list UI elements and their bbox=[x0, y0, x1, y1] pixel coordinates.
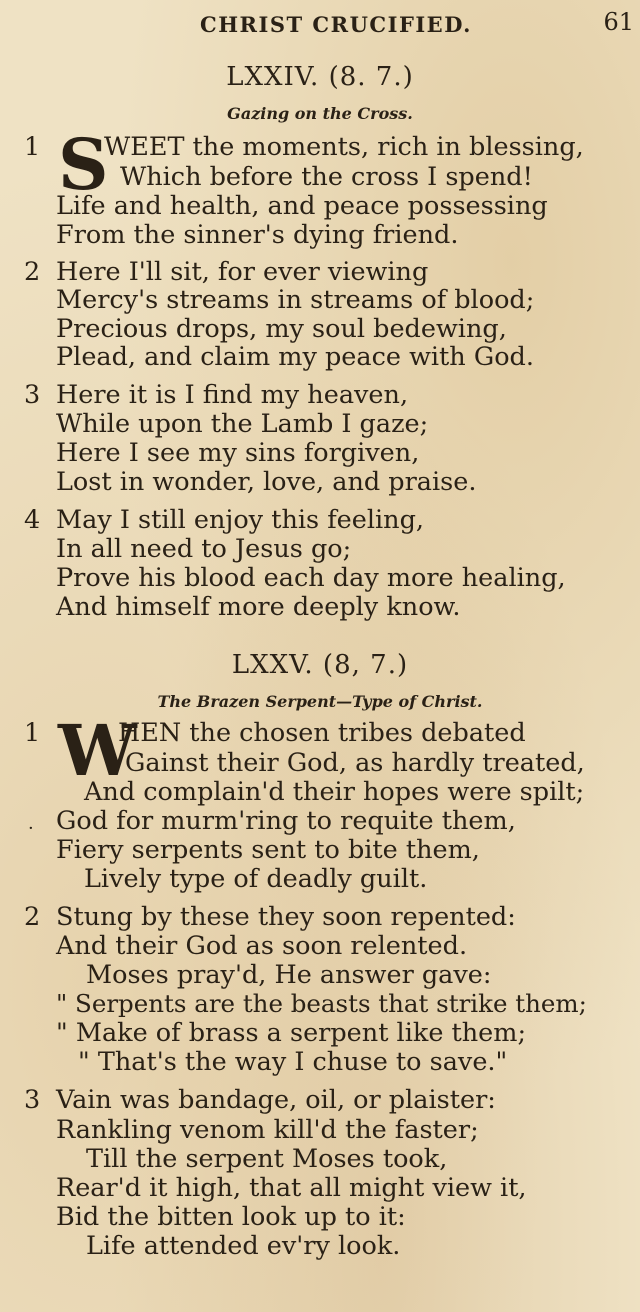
drop-cap: S bbox=[58, 123, 109, 206]
verse-line: Here it is I find my heaven, bbox=[56, 380, 409, 410]
verse-line: Bid the bitten look up to it: bbox=[56, 1202, 406, 1232]
verse-line: Mercy's streams in streams of blood; bbox=[56, 285, 535, 315]
verse-line: Which before the cross I spend! bbox=[120, 162, 533, 192]
verse-line: " Make of brass a serpent like them; bbox=[56, 1018, 527, 1048]
verse-number: 2 bbox=[24, 257, 41, 287]
verse-line: WEET the moments, rich in blessing, bbox=[104, 132, 584, 162]
verse-line: Fiery serpents sent to bite them, bbox=[56, 835, 480, 865]
verse-line: Vain was bandage, oil, or plaister: bbox=[56, 1085, 496, 1115]
hymn-title: LXXV. (8, 7.) bbox=[231, 650, 409, 680]
verse-line: From the sinner's dying friend. bbox=[56, 220, 459, 250]
verse-line: Prove his blood each day more healing, bbox=[56, 563, 566, 593]
verse-number: 3 bbox=[24, 380, 41, 410]
verse-line: Stung by these they soon repented: bbox=[56, 902, 516, 932]
margin-mark: · bbox=[28, 818, 34, 839]
drop-cap: W bbox=[58, 709, 137, 792]
verse-number: 2 bbox=[24, 902, 41, 932]
verse-line: Life and health, and peace possessing bbox=[56, 191, 548, 221]
hymn-subtitle: The Brazen Serpent—Type of Christ. bbox=[157, 692, 483, 711]
verse-line: And himself more deeply know. bbox=[56, 592, 461, 622]
verse-line: " That's the way I chuse to save." bbox=[78, 1047, 508, 1077]
verse-line: Lost in wonder, love, and praise. bbox=[56, 467, 477, 497]
hymn-subtitle: Gazing on the Cross. bbox=[227, 104, 413, 123]
verse-line: Life attended ev'ry look. bbox=[86, 1231, 401, 1261]
verse-number: 3 bbox=[24, 1085, 41, 1115]
verse-line: And their God as soon relented. bbox=[56, 931, 468, 961]
verse-line: 'Gainst their God, as hardly treated, bbox=[118, 748, 585, 778]
verse-line: Lively type of deadly guilt. bbox=[84, 864, 428, 894]
verse-line: " Serpents are the beasts that strike them; bbox=[56, 989, 587, 1018]
verse-line: Plead, and claim my peace with God. bbox=[56, 342, 534, 372]
verse-line: Here I'll sit, for ever viewing bbox=[56, 257, 429, 287]
verse-line: And complain'd their hopes were spilt; bbox=[84, 777, 585, 807]
verse-number: 1 bbox=[24, 718, 41, 748]
verse-line: God for murm'ring to requite them, bbox=[56, 806, 516, 836]
verse-line: In all need to Jesus go; bbox=[56, 534, 352, 564]
page-number: 61 bbox=[603, 8, 634, 36]
verse-line: Till the serpent Moses took, bbox=[86, 1144, 448, 1174]
running-title: CHRIST CRUCIFIED. bbox=[200, 12, 472, 37]
verse-number: 1 bbox=[24, 132, 41, 162]
verse-line: May I still enjoy this feeling, bbox=[56, 505, 424, 535]
verse-line: Rankling venom kill'd the faster; bbox=[56, 1115, 479, 1145]
verse-line: Here I see my sins forgiven, bbox=[56, 438, 420, 468]
verse-line: HEN the chosen tribes debated bbox=[118, 718, 526, 748]
verse-line: Rear'd it high, that all might view it, bbox=[56, 1173, 527, 1203]
verse-line: While upon the Lamb I gaze; bbox=[56, 409, 429, 439]
verse-line: Precious drops, my soul bedewing, bbox=[56, 314, 507, 344]
hymn-title: LXXIV. (8. 7.) bbox=[226, 62, 414, 92]
verse-line: Moses pray'd, He answer gave: bbox=[86, 960, 492, 990]
verse-number: 4 bbox=[24, 505, 41, 535]
